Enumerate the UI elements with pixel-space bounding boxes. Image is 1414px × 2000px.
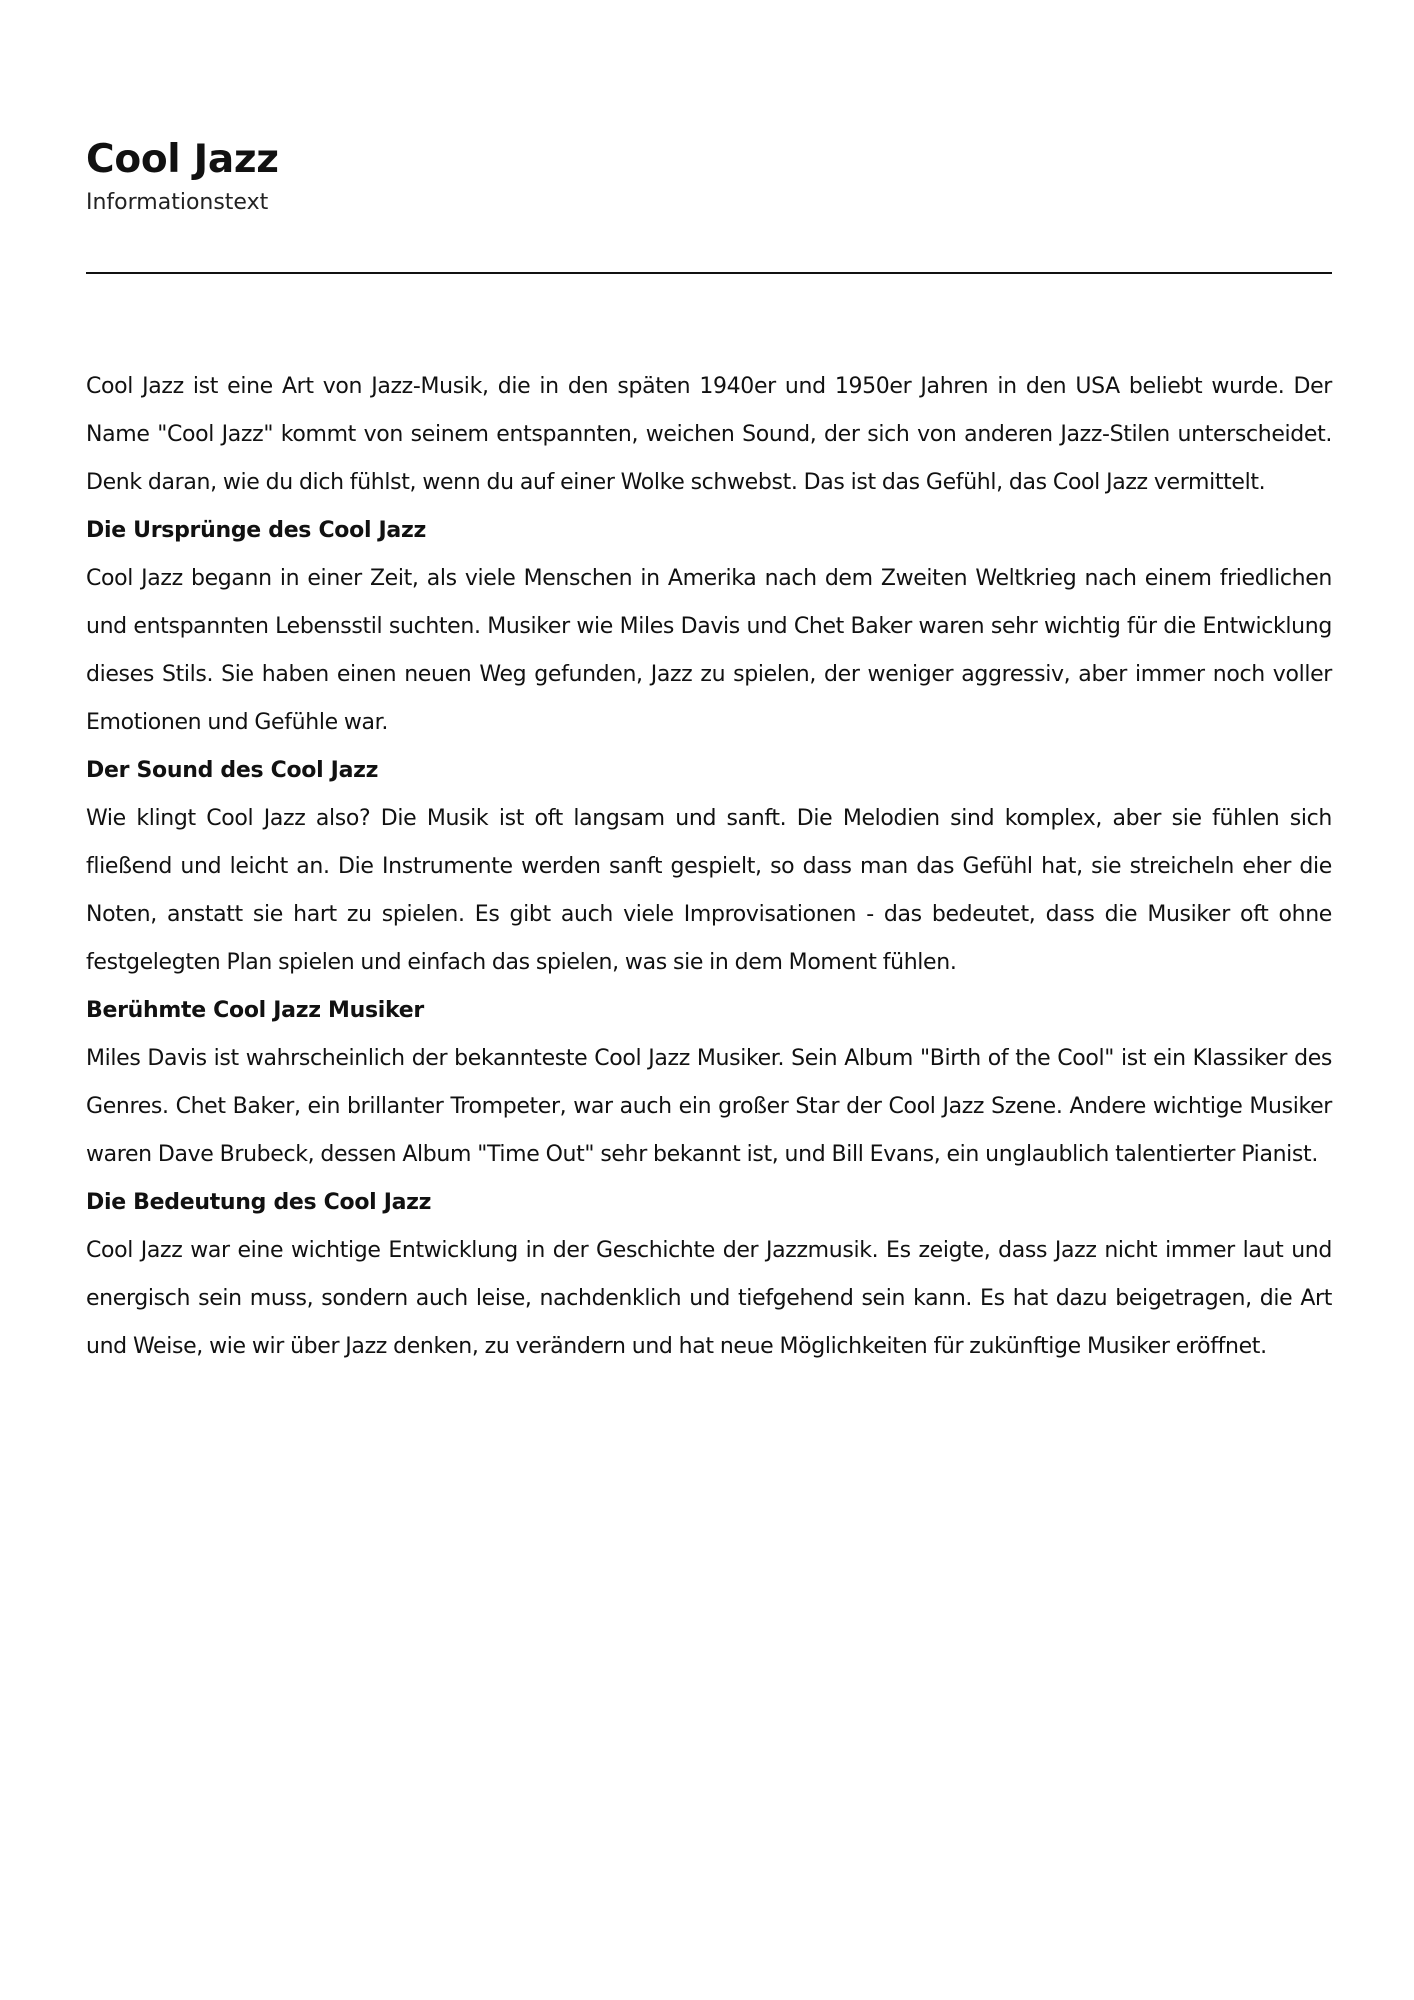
- section-text-origins: Cool Jazz begann in einer Zeit, als viele Menschen in Amerika nach dem Zweiten Weltkrieg nach einem friedlichen und entspannten Lebensstil suchten. Musiker wie Miles Davis und Chet Baker waren sehr wichtig für die Entwicklung dieses Stils. Sie haben einen neuen Weg gefunden, Jazz zu spielen, der weniger aggressiv, aber immer noch voller Emotionen und Gefühle war.: [86, 566, 1332, 735]
- section-heading-sound: Der Sound des Cool Jazz: [86, 758, 379, 783]
- document-body: [86, 363, 1332, 1371]
- header-divider: [86, 272, 1332, 274]
- intro-paragraph: Cool Jazz ist eine Art von Jazz-Musik, die in den späten 1940er und 1950er Jahren in den USA beliebt wurde. Der Name "Cool Jazz" kommt von seinem entspannten, weichen Sound, der sich von anderen Jazz-Stilen unterscheidet. Denk daran, wie du dich fühlst, wenn du auf einer Wolke schwebst. Das ist das Gefühl, das Cool Jazz vermittelt.: [86, 374, 1332, 495]
- section-heading-musicians: Berühmte Cool Jazz Musiker: [86, 998, 424, 1023]
- section-text-significance: Cool Jazz war eine wichtige Entwicklung in der Geschichte der Jazzmusik. Es zeigte, dass Jazz nicht immer laut und energisch sein muss, sondern auch leise, nachdenklich und tiefgehend sein kann. Es hat dazu beigetragen, die Art und Weise, wie wir über Jazz denken, zu verändern und hat neue Möglichkeiten für zukünftige Musiker eröffnet.: [86, 1238, 1332, 1359]
- section-text-sound: Wie klingt Cool Jazz also? Die Musik ist oft langsam und sanft. Die Melodien sind komplex, aber sie fühlen sich fließend und leicht an. Die Instrumente werden sanft gespielt, so dass man das Gefühl hat, sie streicheln eher die Noten, anstatt sie hart zu spielen. Es gibt auch viele Improvisationen - das bedeutet, dass die Musiker oft ohne festgelegten Plan spielen und einfach das spielen, was sie in dem Moment fühlen.: [86, 806, 1332, 975]
- document-title: Cool Jazz: [86, 137, 279, 182]
- section-heading-origins: Die Ursprünge des Cool Jazz: [86, 518, 426, 543]
- section-heading-significance: Die Bedeutung des Cool Jazz: [86, 1190, 432, 1215]
- section-text-musicians: Miles Davis ist wahrscheinlich der bekannteste Cool Jazz Musiker. Sein Album "Birth of the Cool" ist ein Klassiker des Genres. Chet Baker, ein brillanter Trompeter, war auch ein großer Star der Cool Jazz Szene. Andere wichtige Musiker waren Dave Brubeck, dessen Album "Time Out" sehr bekannt ist, und Bill Evans, ein unglaublich talentierter Pianist.: [86, 1046, 1332, 1167]
- document-subtitle: Informationstext: [86, 190, 269, 215]
